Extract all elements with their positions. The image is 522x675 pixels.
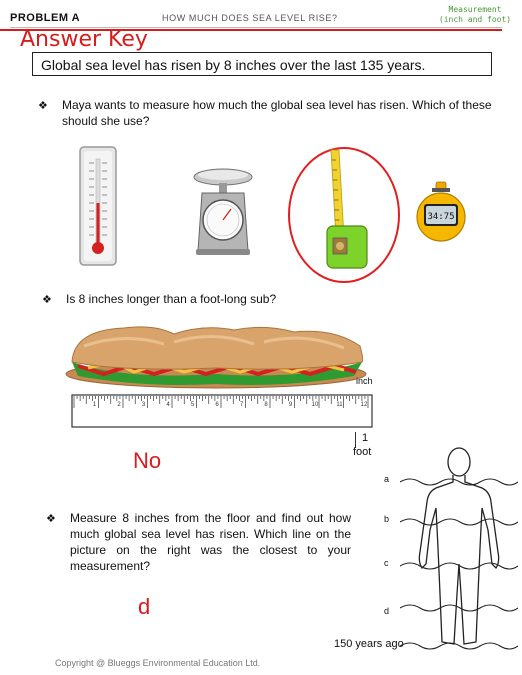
- line-label-d: d: [384, 606, 390, 616]
- question-1-text: Maya wants to measure how much the global sea level has risen. Which of these should she use?: [62, 98, 492, 128]
- question-3-text: Measure 8 inches from the floor and find out how much global sea level has risen. Which line on the picture on the right was the closest to your measurement?: [70, 511, 351, 573]
- topic-line-1: Measurement: [448, 5, 502, 14]
- ruler-unit-label: inch: [356, 376, 373, 386]
- ruler-number: 10: [311, 402, 319, 408]
- ruler-number: 9: [288, 402, 293, 408]
- thermometer-image: [78, 145, 118, 267]
- statement-box: Global sea level has risen by 8 inches over the last 135 years.: [32, 52, 492, 76]
- ruler-number: 4: [166, 402, 170, 408]
- bullet-icon: ❖: [42, 294, 52, 306]
- ruler-number: 8: [264, 402, 268, 408]
- answer-q3: d: [138, 594, 151, 619]
- stopwatch-display: 34:75: [427, 212, 455, 222]
- problem-label: PROBLEM A: [10, 12, 81, 24]
- ruler-number: 2: [117, 402, 121, 408]
- scale-image: [192, 163, 254, 259]
- ruler-number: 12: [360, 402, 368, 408]
- answer-q2: No: [133, 448, 162, 473]
- sandwich-image: [64, 322, 368, 392]
- ruler-number: 11: [336, 402, 343, 408]
- bullet-icon: ❖: [38, 100, 48, 112]
- answer-key-title: Answer Key: [20, 27, 148, 52]
- stopwatch-image: [415, 180, 467, 248]
- question-2-text: Is 8 inches longer than a foot-long sub?: [66, 292, 277, 306]
- worksheet-title: HOW MUCH DOES SEA LEVEL RISE?: [162, 13, 338, 23]
- years-ago-label: 150 years ago: [334, 638, 404, 650]
- ruler-number: 6: [215, 402, 219, 408]
- ruler-number: 5: [190, 402, 195, 408]
- topic-line-2: (inch and foot): [438, 15, 512, 24]
- tape-measure-image: [287, 146, 401, 285]
- ruler-number: 3: [141, 402, 146, 408]
- foot-number: 1: [362, 432, 369, 444]
- line-label-b: b: [384, 514, 390, 524]
- bullet-icon: ❖: [46, 513, 56, 525]
- line-label-c: c: [384, 558, 389, 568]
- ruler-number: 1: [92, 402, 97, 408]
- ruler-number: 7: [239, 402, 244, 408]
- human-figure-image: [400, 444, 518, 656]
- line-label-a: a: [384, 474, 390, 484]
- topic-label: [436, 5, 514, 25]
- copyright-footer: Copyright @ Blueggs Environmental Education Ltd.: [55, 658, 261, 668]
- foot-label: foot: [353, 446, 372, 458]
- ruler-image: [71, 394, 374, 428]
